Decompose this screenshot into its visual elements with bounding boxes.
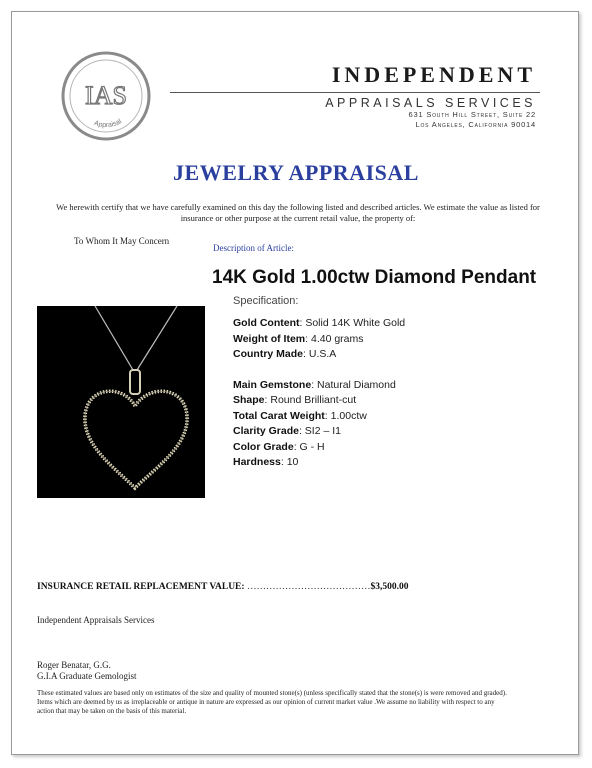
spec-color: Color Grade: G - H: [233, 440, 325, 453]
document-title: JEWELRY APPRAISAL: [173, 160, 419, 185]
spec-gemstone: Main Gemstone: Natural Diamond: [233, 378, 396, 391]
signer-name: Roger Benatar, G.G.: [37, 660, 111, 670]
company-name: INDEPENDENT: [331, 62, 536, 87]
description-label: Description of Article:: [213, 243, 294, 253]
logo-text: IAS: [85, 81, 127, 110]
insurance-value: $3,500.00: [370, 582, 409, 592]
recipient: To Whom It May Concern: [74, 236, 170, 246]
pendant-photo: [37, 306, 205, 498]
spec-value: Round Brilliant-cut: [270, 394, 357, 406]
spec-value: SI2 – I1: [304, 425, 341, 437]
spec-spacer: [233, 363, 405, 378]
spec-key: Hardness: [233, 456, 281, 468]
spec-weight: Weight of Item: 4.40 grams: [233, 332, 364, 345]
ias-logo: [60, 50, 152, 142]
spec-value: 1.00ctw: [330, 409, 367, 422]
company-header: [170, 62, 540, 130]
spec-country: Country Made: U.S.A: [233, 348, 337, 360]
spec-key: Gold Content: [233, 317, 300, 329]
spec-key: Weight of Item: [233, 332, 306, 345]
insurance-value-line: [37, 582, 497, 592]
spec-value: 10: [286, 456, 299, 468]
spec-shape: Shape: Round Brilliant-cut: [233, 394, 357, 406]
certification-text: We herewith certify that we have carefully examined on this day the following listed and described articles. We estimate the value as listed for insurance or other purpose at the current retail value, the property of:: [56, 202, 540, 223]
header-divider: [170, 92, 540, 93]
spec-value: Solid 14K White Gold: [305, 317, 406, 329]
company-subtitle: APPRAISALS SERVICES: [325, 96, 536, 110]
logo-subtext: Appraisal: [93, 118, 123, 130]
spec-key: Main Gemstone: [233, 378, 312, 391]
spec-value: Natural Diamond: [317, 378, 396, 391]
spec-key: Color Grade: [233, 440, 294, 453]
spec-hardness: Hardness: 10: [233, 456, 299, 468]
spec-key: Clarity Grade: [233, 425, 299, 437]
spec-value: 4.40 grams: [310, 332, 364, 345]
spec-carat: Total Carat Weight: 1.00ctw: [233, 409, 367, 422]
spec-value: G - H: [299, 440, 325, 453]
item-title: 14K Gold 1.00ctw Diamond Pendant: [212, 267, 537, 288]
spec-key: Shape: [233, 394, 265, 406]
disclaimer-text: These estimated values are based only on estimates of the size and quality of mounted stone(s) (unless specifically stated that the stone(s) is were removed and graded). Items which are deemed by us as irreplaceable or antique in nature are expressed as our opinion of current market value .We assume no liability with respect to any action that may be taken on the basis of this material.: [37, 689, 507, 715]
insurance-dots: …………………………………: [246, 582, 371, 592]
specifications-list: [233, 316, 405, 471]
spec-clarity: Clarity Grade: SI2 – I1: [233, 425, 341, 437]
specification-label: Specification:: [233, 295, 299, 307]
company-signature: Independent Appraisals Services: [37, 615, 155, 625]
spec-value: U.S.A: [308, 348, 337, 360]
spec-key: Country Made: [233, 348, 304, 360]
signer-title: G.I.A Graduate Gemologist: [37, 671, 137, 681]
insurance-label: INSURANCE RETAIL REPLACEMENT VALUE:: [37, 582, 245, 592]
address-line-2: Los Angeles, California 90014: [415, 120, 536, 129]
spec-gold-content: Gold Content: Solid 14K White Gold: [233, 317, 406, 329]
signer-block: [37, 660, 136, 682]
address-line-1: 631 South Hill Street, Suite 22: [408, 110, 536, 119]
spec-key: Total Carat Weight: [233, 409, 325, 422]
